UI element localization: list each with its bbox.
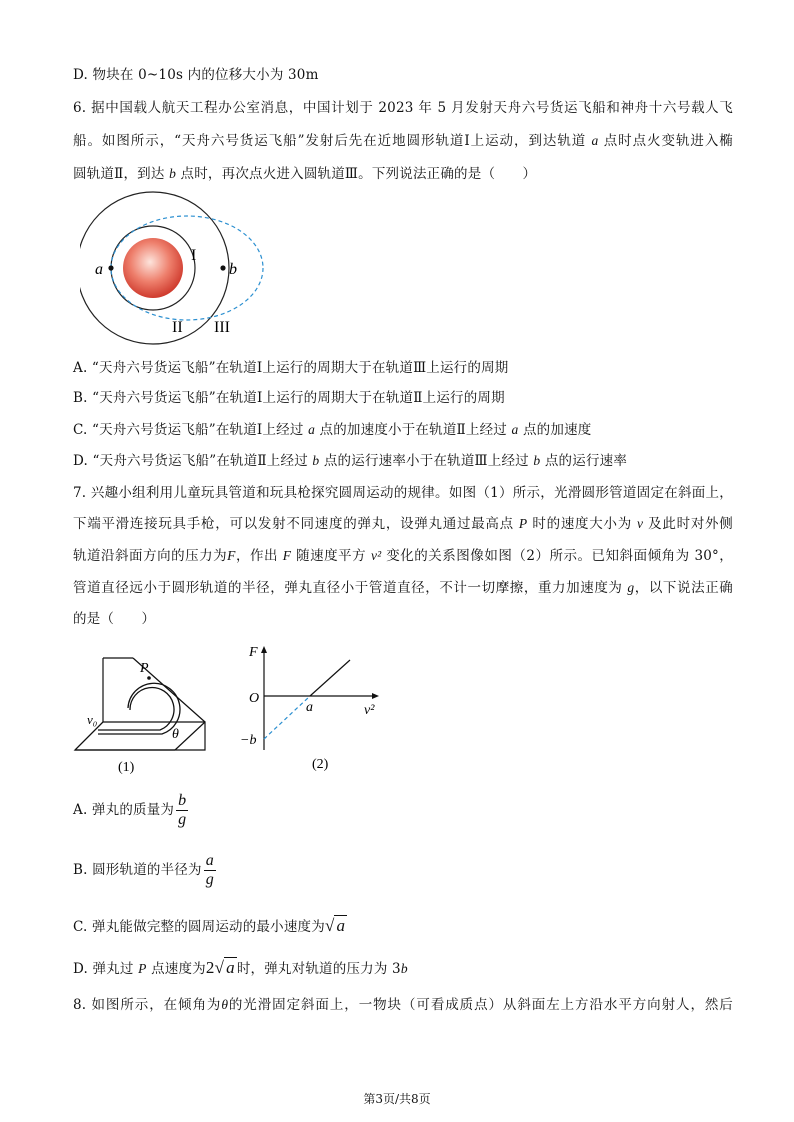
fraction-a-over-g: $\frac{a}{g}$ [205, 852, 214, 888]
orbit-i-label: I [191, 247, 197, 264]
q8-stem-line1: 8. 如图所示，在倾角为θ的光滑固定斜面上，一物块（可看成质点）从斜面左上方沿水平方向射人，然后 [73, 997, 733, 1013]
label-O: O [249, 691, 260, 706]
sqrt-a: √ a [324, 916, 346, 935]
label-p: P [140, 661, 149, 676]
label-a: a [306, 700, 313, 715]
q7-option-d: D. 弹丸过 P 点速度为2√ a 时，弹丸对轨道的压力为 3b [73, 956, 733, 980]
label-minus-b: −b [240, 733, 257, 748]
earth [123, 238, 183, 298]
q6-stem-line3: 圆轨道Ⅱ，到达 b 点时，再次点火进入圆轨道Ⅲ。下列说法正确的是（ ） [73, 166, 537, 182]
q7-stem-line1: 7. 兴趣小组利用儿童玩具管道和玩具枪探究圆周运动的规律。如图（1）所示，光滑圆形管道固定在斜面上， [73, 485, 733, 501]
pipe-inner [98, 688, 174, 730]
q7-stem-line3: 轨道沿斜面方向的压力为F，作出 F 随速度平方 v² 变化的关系图像如图（2）所示。已知斜面倾角为 30°， [73, 548, 733, 564]
page-footer: 第3页/共8页 [363, 1092, 431, 1106]
q6-stem-line2: 船。如图所示，“天舟六号货运飞船”发射后先在近地圆形轨道Ⅰ上运动，到达轨道 a 点时点火变轨进入椭 [73, 133, 733, 149]
q6-stem-line1: 6. 据中国载人航天工程办公室消息，中国计划于 2023 年 5 月发射天舟六号货运飞船和神舟十六号载人飞 [73, 100, 733, 116]
pipe-outer [98, 683, 180, 734]
q5-option-d: D. 物块在 0~10s 内的位移大小为 30m [73, 67, 319, 83]
q7-stem-line5: 的是（ ） [73, 611, 156, 627]
point-b-dot [220, 265, 225, 270]
label-theta: θ [172, 727, 179, 742]
orbit-iii-label: III [214, 319, 230, 336]
ramp-pipe-diagram [70, 650, 210, 775]
q6-option-d: D. “天舟六号货运飞船”在轨道Ⅱ上经过 b 点的运行速率小于在轨道Ⅲ上经过 b 点的运行速率 [73, 453, 628, 469]
point-b-label: b [229, 261, 237, 278]
q7-stem-line2: 下端平滑连接玩具手枪，可以发射不同速度的弹丸，设弹丸通过最高点 P 时的速度大小为 v 及此时对外侧 [73, 516, 733, 532]
orbit-ii-label: II [172, 319, 183, 336]
q6-option-a: A. “天舟六号货运飞船”在轨道Ⅰ上运行的周期大于在轨道Ⅲ上运行的周期 [73, 360, 509, 376]
label-v0: v₀ [87, 712, 98, 727]
caption-fig2: (2) [312, 757, 329, 772]
solid-line [310, 660, 350, 696]
q6-option-b: B. “天舟六号货运飞船”在轨道Ⅰ上运行的周期大于在轨道Ⅱ上运行的周期 [73, 390, 505, 406]
q7-option-a: A. 弹丸的质量为 $\frac{b}{g}$ [73, 792, 187, 828]
force-velocity-graph [240, 640, 390, 775]
q7-option-c: C. 弹丸能做完整的圆周运动的最小速度为√ a [73, 914, 733, 938]
two-sqrt-a: 2√ a [205, 958, 235, 977]
dashed-extension [264, 696, 310, 739]
q7-stem-line4: 管道直径远小于圆形轨道的半径，弹丸直径小于管道直径，不计一切摩擦，重力加速度为 g，以下说法正确 [73, 580, 733, 596]
fraction-b-over-g: $\frac{b}{g}$ [178, 792, 187, 828]
q7-option-b: B. 圆形轨道的半径为 $\frac{a}{g}$ [73, 852, 214, 888]
point-p-dot [147, 676, 151, 680]
q6-option-c: C. “天舟六号货运飞船”在轨道Ⅰ上经过 a 点的加速度小于在轨道Ⅱ上经过 a 点的加速度 [73, 422, 592, 438]
point-a-label: a [95, 261, 103, 278]
label-v2: v² [364, 703, 375, 718]
orbit-diagram [80, 190, 280, 350]
caption-fig1: (1) [118, 760, 135, 775]
label-F: F [249, 645, 258, 660]
point-a-dot [108, 265, 113, 270]
